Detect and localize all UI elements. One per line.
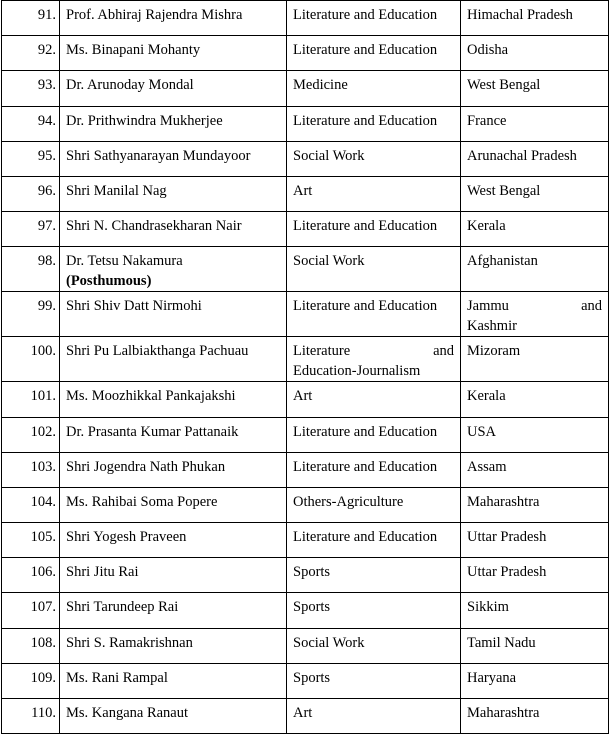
awardee-name: Shri Yogesh Praveen xyxy=(60,523,287,558)
award-field: Social Work xyxy=(287,141,461,176)
awardee-name: Shri Manilal Nag xyxy=(60,176,287,211)
award-field: Literature and Education xyxy=(287,523,461,558)
state-word: Jammu xyxy=(467,298,509,315)
award-field: Literature and Education xyxy=(287,36,461,71)
posthumous-note: (Posthumous) xyxy=(66,273,152,290)
table-row xyxy=(2,36,609,71)
table-row xyxy=(2,176,609,211)
awardee-name: Shri Jitu Rai xyxy=(60,558,287,593)
state-country: Mizoram xyxy=(461,337,609,382)
serial-number: 99. xyxy=(2,292,60,337)
serial-number: 92. xyxy=(2,36,60,71)
award-field: Sports xyxy=(287,663,461,698)
serial-number: 95. xyxy=(2,141,60,176)
table-row xyxy=(2,1,609,36)
awardee-name: Ms. Moozhikkal Pankajakshi xyxy=(60,382,287,417)
table-row xyxy=(2,699,609,734)
state-country: Kerala xyxy=(461,212,609,247)
table-row xyxy=(2,337,609,382)
award-field: Literature and Education xyxy=(287,106,461,141)
award-field: Literature and Education xyxy=(287,1,461,36)
field-line-1 xyxy=(293,341,454,361)
table-row xyxy=(2,212,609,247)
state-country: Uttar Pradesh xyxy=(461,523,609,558)
table-row xyxy=(2,141,609,176)
serial-number: 102. xyxy=(2,417,60,452)
state-country: France xyxy=(461,106,609,141)
state-line-2: Kashmir xyxy=(467,318,517,335)
serial-number: 109. xyxy=(2,663,60,698)
table-row xyxy=(2,382,609,417)
serial-number: 100. xyxy=(2,337,60,382)
serial-number: 103. xyxy=(2,452,60,487)
awardee-name: Dr. Prithwindra Mukherjee xyxy=(60,106,287,141)
awardee-name: Shri Sathyanarayan Mundayoor xyxy=(60,141,287,176)
table-row xyxy=(2,523,609,558)
serial-number: 106. xyxy=(2,558,60,593)
serial-number: 91. xyxy=(2,1,60,36)
table-row xyxy=(2,593,609,628)
state-country: Kerala xyxy=(461,382,609,417)
serial-number: 101. xyxy=(2,382,60,417)
award-field xyxy=(287,337,461,382)
awardee-name: Shri Jogendra Nath Phukan xyxy=(60,452,287,487)
award-field: Literature and Education xyxy=(287,292,461,337)
table-row xyxy=(2,247,609,292)
awardee-name: Shri Tarundeep Rai xyxy=(60,593,287,628)
state-country: Himachal Pradesh xyxy=(461,1,609,36)
awardee-name: Ms. Kangana Ranaut xyxy=(60,699,287,734)
serial-number: 96. xyxy=(2,176,60,211)
table-row xyxy=(2,106,609,141)
state-line-1 xyxy=(467,296,602,316)
table-row xyxy=(2,487,609,522)
serial-number: 110. xyxy=(2,699,60,734)
field-line-2: Education-Journalism xyxy=(293,363,421,380)
awardee-name: Ms. Rahibai Soma Popere xyxy=(60,487,287,522)
awardee-name: Shri N. Chandrasekharan Nair xyxy=(60,212,287,247)
serial-number: 93. xyxy=(2,71,60,106)
serial-number: 97. xyxy=(2,212,60,247)
table-row xyxy=(2,417,609,452)
state-word: and xyxy=(581,298,602,315)
table-row xyxy=(2,452,609,487)
award-field: Literature and Education xyxy=(287,452,461,487)
awardee-name: Ms. Rani Rampal xyxy=(60,663,287,698)
state-country: Afghanistan xyxy=(461,247,609,292)
awardee-name: Dr. Tetsu Nakamura xyxy=(66,253,183,270)
serial-number: 104. xyxy=(2,487,60,522)
field-word: Literature xyxy=(293,343,351,360)
state-country: Maharashtra xyxy=(461,487,609,522)
state-country: USA xyxy=(461,417,609,452)
awardee-name: Ms. Binapani Mohanty xyxy=(60,36,287,71)
field-word: and xyxy=(433,343,454,360)
awardees-table xyxy=(1,0,609,734)
awardee-name: Prof. Abhiraj Rajendra Mishra xyxy=(60,1,287,36)
award-field: Others-Agriculture xyxy=(287,487,461,522)
state-country: Uttar Pradesh xyxy=(461,558,609,593)
serial-number: 94. xyxy=(2,106,60,141)
state-country: West Bengal xyxy=(461,71,609,106)
awardee-name: Dr. Arunoday Mondal xyxy=(60,71,287,106)
table-row xyxy=(2,558,609,593)
state-country: Sikkim xyxy=(461,593,609,628)
serial-number: 98. xyxy=(2,247,60,292)
serial-number: 107. xyxy=(2,593,60,628)
serial-number: 105. xyxy=(2,523,60,558)
state-country xyxy=(461,292,609,337)
state-country: Assam xyxy=(461,452,609,487)
state-country: Odisha xyxy=(461,36,609,71)
table-row xyxy=(2,628,609,663)
award-field: Literature and Education xyxy=(287,417,461,452)
award-field: Art xyxy=(287,699,461,734)
awardee-name: Shri Shiv Datt Nirmohi xyxy=(60,292,287,337)
table-row xyxy=(2,663,609,698)
award-field: Art xyxy=(287,176,461,211)
state-country: Tamil Nadu xyxy=(461,628,609,663)
award-field: Social Work xyxy=(287,247,461,292)
award-field: Social Work xyxy=(287,628,461,663)
award-field: Medicine xyxy=(287,71,461,106)
table-row xyxy=(2,71,609,106)
state-country: West Bengal xyxy=(461,176,609,211)
serial-number: 108. xyxy=(2,628,60,663)
state-country: Arunachal Pradesh xyxy=(461,141,609,176)
awardee-name: Dr. Prasanta Kumar Pattanaik xyxy=(60,417,287,452)
awardee-name-cell xyxy=(60,247,287,292)
award-field: Sports xyxy=(287,593,461,628)
table-row xyxy=(2,292,609,337)
state-country: Maharashtra xyxy=(461,699,609,734)
award-field: Literature and Education xyxy=(287,212,461,247)
award-field: Sports xyxy=(287,558,461,593)
award-field: Art xyxy=(287,382,461,417)
awardee-name: Shri S. Ramakrishnan xyxy=(60,628,287,663)
state-country: Haryana xyxy=(461,663,609,698)
awardee-name: Shri Pu Lalbiakthanga Pachuau xyxy=(60,337,287,382)
